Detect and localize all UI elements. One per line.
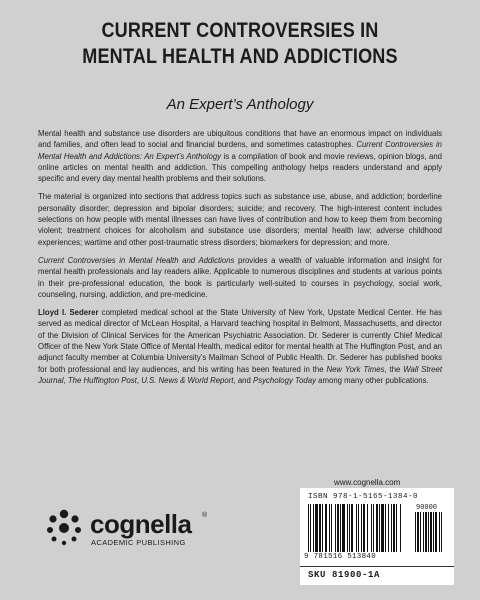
- description-paragraph-2: The material is organized into sections that address topics such as substance use, abuse, and addiction; borderline personality disorder; depression and bipolar disorders; suicide; and recovery. The high-interest content includes selections on how people with mental illnesses can have lives of contribution and how to keep them from becoming violent; treatment choices for alcoholism and substance use disorders; mental health law; adverse childhood experiences; wartime and other post-traumatic stress disorders; biomarkers for depression; and more.: [38, 192, 442, 247]
- publisher-name: cognella: [90, 509, 192, 539]
- description-paragraph-1: Mental health and substance use disorders are ubiquitous conditions that have an enormous impact on individuals and families, and often lead to social and financial burdens, and sometimes catastrophes. Current Controversies in Mental Health and Addictions: An Expert’s Anthology is a compilation of book and movie reviews, opinion blogs, and online articles on mental health and addiction. This compelling anthology helps readers understand and apply specific and every day mental health problems and their solutions.: [38, 129, 443, 184]
- book-title-line-1: CURRENT CONTROVERSIES IN: [101, 19, 379, 42]
- description-text: [38, 128, 442, 393]
- publisher-tagline: ACADEMIC PUBLISHING: [91, 538, 186, 547]
- price-addon-number: 90000: [416, 504, 438, 512]
- barcode-panel: [300, 488, 454, 584]
- sku-strip: [300, 566, 454, 585]
- ean-digits: 9 781516 513840: [304, 553, 377, 561]
- book-title-line-2: MENTAL HEALTH AND ADDICTIONS: [82, 45, 398, 68]
- description-paragraph-3: Current Controversies in Mental Health and Addictions provides a wealth of valuable information and insight for mental health professionals and lay readers alike. Applicable to numerous disciplines and students at various points in their pre-professional education, the book is particularly well-suited to courses in psychology, social work, counseling, nursing, addiction, and pre-medicine.: [38, 255, 442, 299]
- author-bio: Lloyd I. Sederer completed medical school at the State University of New York, Upstate Medical Center. He has served as medical director of McLean Hospital, a Harvard teaching hospital in Belmont, Massachusetts, and director of the Division of Clinical Services for the American Psychiatric Association. Dr. Sederer is currently Chief Medical Officer of the New York State Office of Mental Health, medical editor for mental health at The Huffington Post, and an adjunct faculty member at Columbia University’s Mailman School of Public Health. Dr. Sederer has published books for both professional and lay audiences, and his writing has been featured in the New York Times, the Wall Street Journal, The Huffington Post, U.S. News & World Report, and Psychology Today among many other publications.: [38, 308, 442, 385]
- book-title: [34, 18, 447, 70]
- isbn-label: ISBN 978-1-5165-1384-0: [308, 493, 419, 501]
- author-name: Lloyd I. Sederer: [38, 308, 99, 318]
- cognella-logo-icon: [44, 508, 84, 548]
- sku-label: SKU 81900-1A: [308, 570, 381, 580]
- book-subtitle: An Expert’s Anthology: [166, 96, 314, 113]
- price-addon-barcode: [415, 512, 447, 552]
- registered-mark: ®: [202, 512, 208, 519]
- publisher-website: www.cognella.com: [334, 478, 401, 487]
- isbn-barcode: [308, 504, 412, 552]
- publisher-logo: [44, 508, 244, 552]
